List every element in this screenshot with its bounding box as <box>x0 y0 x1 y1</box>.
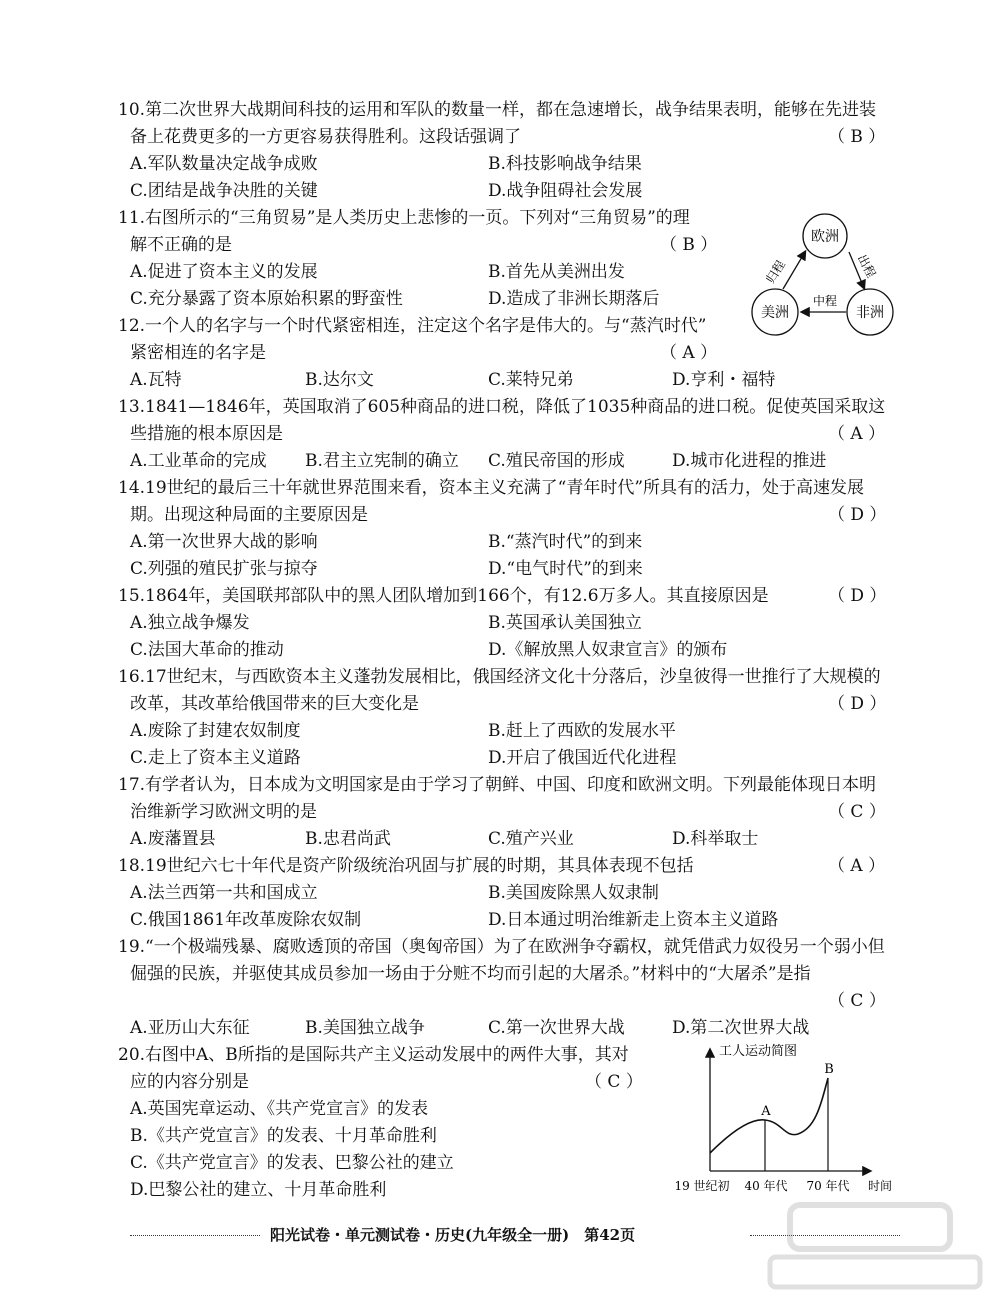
option-c: C.列强的殖民扩张与掠夺 <box>130 559 318 579</box>
answer-mark: （ B ） <box>660 235 718 255</box>
answer-mark: （ D ） <box>828 586 887 606</box>
option-c: C.走上了资本主义道路 <box>130 748 301 768</box>
question-text: 改革，其改革给俄国带来的巨大变化是 <box>130 694 419 714</box>
option-d: D.“电气时代”的到来 <box>488 559 643 579</box>
footer-rule-left <box>130 1235 260 1236</box>
option-b: B.《共产党宣言》的发表、十月革命胜利 <box>130 1126 437 1146</box>
option-d: D.第二次世界大战 <box>672 1018 810 1038</box>
tick-label-3: 70 年代 <box>806 1179 850 1193</box>
option-d: D.城市化进程的推进 <box>672 451 827 471</box>
africa-label: 非洲 <box>856 305 884 321</box>
question-text: 些措施的根本原因是 <box>130 424 283 444</box>
option-c: C.第一次世界大战 <box>488 1018 625 1038</box>
option-c: C.法国大革命的推动 <box>130 640 284 660</box>
question-text: 治维新学习欧洲文明的是 <box>130 802 317 822</box>
option-a: A.废藩置县 <box>130 829 216 849</box>
option-c: C.殖产兴业 <box>488 829 574 849</box>
option-d: D.开启了俄国近代化进程 <box>488 748 677 768</box>
answer-mark: （ D ） <box>828 505 887 525</box>
option-c: C.莱特兄弟 <box>488 370 574 390</box>
middle-leg-label: 中程 <box>812 294 838 308</box>
option-b: B.君主立宪制的确立 <box>305 451 459 471</box>
option-c: C.俄国1861年改革废除农奴制 <box>130 910 362 930</box>
option-b: B.“蒸汽时代”的到来 <box>488 532 643 552</box>
option-a: A.英国宪章运动、《共产党宣言》的发表 <box>130 1099 429 1119</box>
footer-text: 阳光试卷・单元测试卷・历史(九年级全一册) 第42页 <box>270 1226 636 1244</box>
option-b: B.忠君尚武 <box>305 829 391 849</box>
option-a: A.法兰西第一共和国成立 <box>130 883 318 903</box>
question-text: 15.1864年，美国联邦部队中的黑人团队增加到166个，有12.6万多人。其直接原因是 <box>118 586 769 606</box>
option-b: B.美国独立战争 <box>305 1018 425 1038</box>
option-b: B.美国废除黑人奴隶制 <box>488 883 659 903</box>
question-text: 备上花费更多的一方更容易获得胜利。这段话强调了 <box>130 127 521 147</box>
question-text: 解不正确的是 <box>130 235 232 255</box>
option-a: A.第一次世界大战的影响 <box>130 532 318 552</box>
answer-mark: （ A ） <box>828 856 886 876</box>
option-c: C.《共产党宣言》的发表、巴黎公社的建立 <box>130 1153 454 1173</box>
option-c: C.团结是战争决胜的关键 <box>130 181 318 201</box>
option-a: A.军队数量决定战争成败 <box>130 154 318 174</box>
question-text: 16.17世纪末，与西欧资本主义蓬勃发展相比，俄国经济文化十分落后，沙皇彼得一世推行了大规模的 <box>118 667 881 687</box>
america-label: 美洲 <box>761 305 789 321</box>
option-c: C.殖民帝国的形成 <box>488 451 625 471</box>
return-leg-label: 归程 <box>763 257 788 286</box>
option-a: A.瓦特 <box>130 370 182 390</box>
option-d: D.《解放黑人奴隶宣言》的颁布 <box>488 640 728 660</box>
option-a: A.促进了资本主义的发展 <box>130 262 318 282</box>
question-text: 倔强的民族，并驱使其成员参加一场由于分赃不均而引起的大屠杀。”材料中的“大屠杀”是指 <box>130 964 811 984</box>
question-text: 18.19世纪六七十年代是资产阶级统治巩固与扩展的时期，其具体表现不包括 <box>118 856 694 876</box>
outbound-leg-label: 出程 <box>854 252 879 281</box>
option-b: B.科技影响战争结果 <box>488 154 642 174</box>
question-text: 13.1841—1846年，英国取消了605种商品的进口税，降低了1035种商品的进口税。促使英国采取这 <box>118 397 886 417</box>
question-text: 11.右图所示的“三角贸易”是人类历史上悲惨的一页。下列对“三角贸易”的理 <box>118 208 690 228</box>
option-b: B.首先从美洲出发 <box>488 262 625 282</box>
triangle-trade-diagram <box>745 212 905 352</box>
option-d: D.造成了非洲长期落后 <box>488 289 660 309</box>
question-text: 10.第二次世界大战期间科技的运用和军队的数量一样，都在急速增长，战争结果表明，能够在先进装 <box>118 100 877 120</box>
option-b: B.赶上了西欧的发展水平 <box>488 721 676 741</box>
answer-mark: （ C ） <box>585 1072 643 1092</box>
option-a: A.亚历山大东征 <box>130 1018 250 1038</box>
point-b-label: B <box>824 1062 834 1077</box>
option-a: A.废除了封建农奴制度 <box>130 721 301 741</box>
question-text: 紧密相连的名字是 <box>130 343 266 363</box>
question-text: 14.19世纪的最后三十年就世界范围来看，资本主义充满了“青年时代”所具有的活力，处于高速发展 <box>118 478 865 498</box>
option-d: D.战争阻碍社会发展 <box>488 181 643 201</box>
answer-mark: （ A ） <box>660 343 718 363</box>
question-text: 19.“一个极端残暴、腐败透顶的帝国（奥匈帝国）为了在欧洲争夺霸权，就凭借武力奴役另一个弱小但 <box>118 937 885 957</box>
option-b: B.英国承认美国独立 <box>488 613 642 633</box>
option-d: D.科举取士 <box>672 829 759 849</box>
europe-label: 欧洲 <box>811 229 839 245</box>
question-text: 12.一个人的名字与一个时代紧密相连，注定这个名字是伟大的。与“蒸汽时代” <box>118 316 707 336</box>
question-text: 应的内容分别是 <box>130 1072 249 1092</box>
x-axis-label: 时间 <box>867 1179 893 1193</box>
answer-mark: （ C ） <box>828 991 886 1011</box>
option-d: D.巴黎公社的建立、十月革命胜利 <box>130 1180 387 1200</box>
answer-mark: （ A ） <box>828 424 886 444</box>
option-d: D.日本通过明治维新走上资本主义道路 <box>488 910 779 930</box>
watermark-logo <box>760 1195 990 1295</box>
tick-label-1: 19 世纪初 <box>674 1179 730 1193</box>
workers-movement-chart <box>670 1038 900 1198</box>
answer-mark: （ C ） <box>828 802 886 822</box>
answer-mark: （ B ） <box>828 127 886 147</box>
return-arrow <box>783 252 805 289</box>
answer-mark: （ D ） <box>828 694 887 714</box>
option-d: D.亨利・福特 <box>672 370 776 390</box>
option-a: A.工业革命的完成 <box>130 451 267 471</box>
option-b: B.达尔文 <box>305 370 374 390</box>
option-a: A.独立战争爆发 <box>130 613 250 633</box>
question-text: 期。出现这种局面的主要原因是 <box>130 505 368 525</box>
option-c: C.充分暴露了资本原始积累的野蛮性 <box>130 289 403 309</box>
question-text: 20.右图中A、B所指的是国际共产主义运动发展中的两件大事，其对 <box>118 1045 629 1065</box>
point-a-label: A <box>761 1104 771 1119</box>
chart-title: 工人运动简图 <box>718 1044 798 1059</box>
question-text: 17.有学者认为，日本成为文明国家是由于学习了朝鲜、中国、印度和欧洲文明。下列最能体现日本明 <box>118 775 877 795</box>
tick-label-2: 40 年代 <box>744 1179 788 1193</box>
